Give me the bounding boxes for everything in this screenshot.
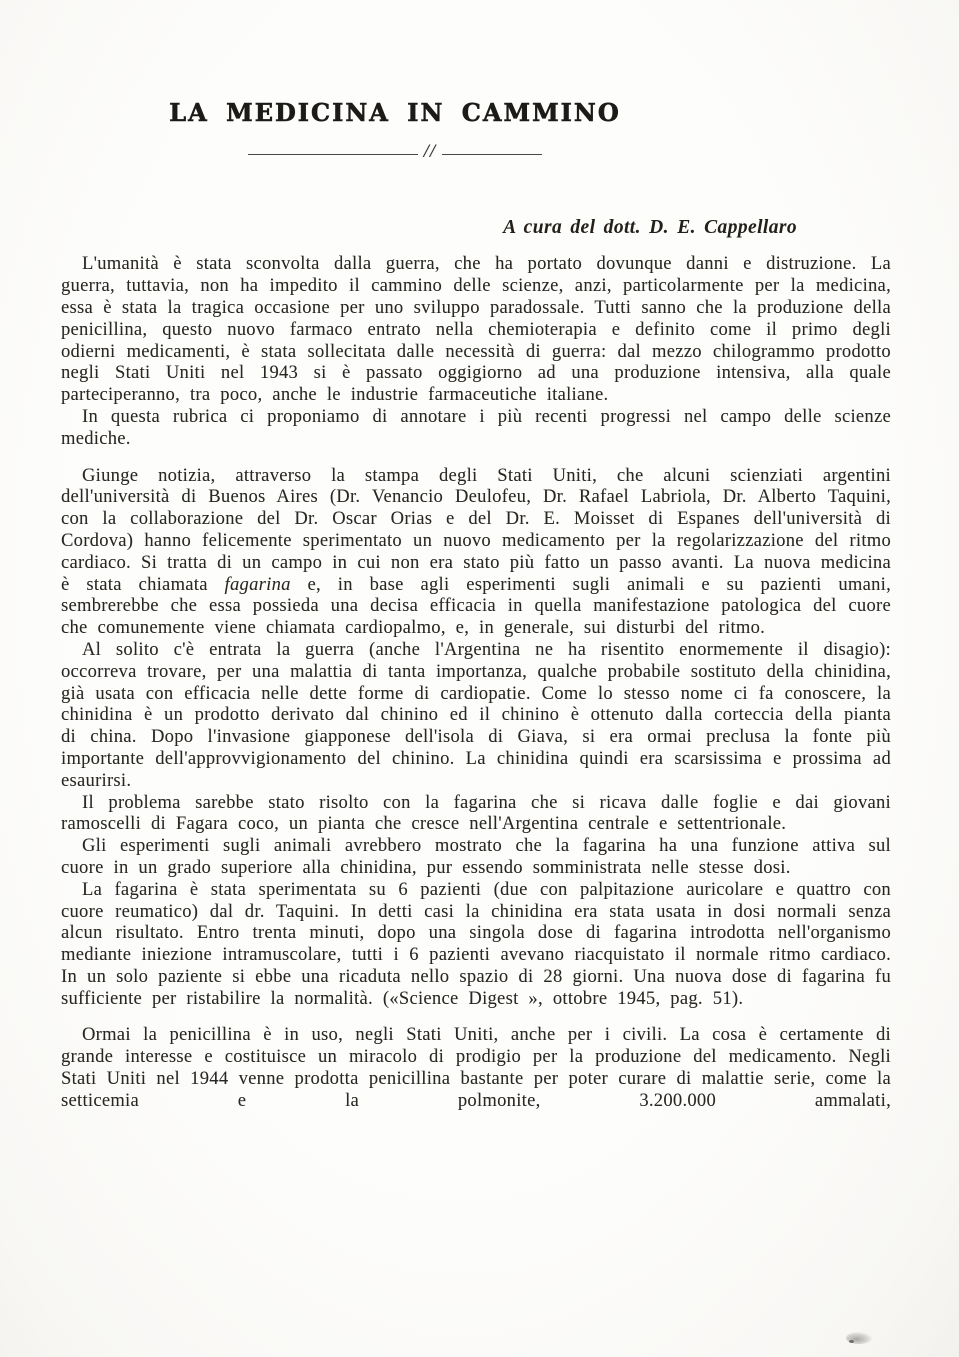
text-segment: La fagarina è stata sperimentata su 6 pazienti (due con palpitazione auricolare e quattro con cuore reumatico) dal dr. Taquini. In detti casi la chinidina era stata usata in dosi normali senza alcun risultato. Entro trenta minuti, dopo una singola dose di fagarina introdotta nell'organismo mediante iniezione intramuscolare, tutti i 6 pazienti avevano riacquistato il normale ritmo cardiaco. In un solo paziente si ebbe una ricaduta nello spazio di 28 giorni. Una nuova dose di fagarina fu sufficiente per ristabilire la normalità. («Science Digest », ottobre 1945, pag. 51). — [61, 879, 891, 1009]
paragraph — [61, 407, 891, 451]
byline: A cura del dott. D. E. Cappellaro — [503, 217, 797, 239]
paragraph — [61, 793, 891, 837]
divider-rule-right — [442, 154, 542, 155]
text-segment: Giunge notizia, attraverso la stampa degli Stati Uniti, che alcuni scienziati argentini dell'università di Buenos Aires (Dr. Venancio Deulofeu, Dr. Rafael Labriola, Dr. Alberto Taquini, con la collaborazione del Dr. Oscar Orias e del Dr. E. Moisset di Espanes dell'università di Cordova) hanno felicemente sperimentato un nuovo medicamento per la regolarizzazione del ritmo cardiaco. Si tratta di un campo in cui non era stato più fatto un passo avanti. La nuova medicina è stata chiamata — [61, 465, 891, 595]
paragraph — [61, 466, 891, 640]
text-segment: e, in base agli esperimenti sugli animali e su pazienti umani, sembrerebbe che essa possieda una decisa efficacia in quella manifestazione patologica del cuore che comunemente viene chiamata cardiopalmo, e, in generale, sui disturbi del ritmo. — [61, 574, 891, 639]
page-title: LA MEDICINA IN CAMMINO — [169, 98, 621, 127]
paragraph — [61, 254, 891, 407]
text-segment: Gli esperimenti sugli animali avrebbero mostrato che la fagarina ha una funzione attiva sul cuore in un grado superiore alla chinidina, pur essendo somministrata nelle stesse dosi. — [61, 836, 891, 878]
divider-slashes: // — [423, 141, 437, 163]
masthead — [75, 100, 715, 165]
text-segment: Al solito c'è entrata la guerra (anche l'Argentina ne ha risentito enormemente il disagio): occorreva trovare, per una malattia di tanta importanza, qualche probabile sostituto della chinidina, già usata con efficacia nelle dette forme di cardiopatie. Come lo stesso nome ci fa conoscere, la chinidina è un prodotto derivato dal chinino ed il chinino è ottenuto dalla corteccia della pianta di china. Dopo l'invasione giapponese dell'isola di Giava, si era ormai preclusa la fonte più importante dell'approvvigionamento del chinino. La chinidina quindi era scarsissima e prossima ad esaurirsi. — [61, 639, 891, 791]
text-segment: In questa rubrica ci proponiamo di annotare i più recenti progressi nel campo delle scienze mediche. — [61, 406, 891, 449]
text-segment: Ormai la penicillina è in uso, negli Stati Uniti, anche per i civili. La cosa è certamente di grande interesse e costituisce un miracolo di prodigio per la produzione del medicamento. Negli Stati Uniti nel 1944 venne prodotta penicillina bastante per poter curare di malattie serie, come la setticemia e la polmonite, 3.200.000 ammalati, — [61, 1025, 891, 1111]
title-divider — [75, 143, 715, 165]
article-body — [61, 254, 891, 1112]
scan-speck — [849, 1340, 854, 1343]
italic-term: fagarina — [224, 574, 291, 595]
paragraph — [61, 1025, 891, 1112]
paragraph — [61, 836, 891, 880]
divider-rule-left — [248, 154, 418, 155]
text-segment: Il problema sarebbe stato risolto con la fagarina che si ricava dalle foglie e dai giovani ramoscelli di Fagara coco, un pianta che cresce nell'Argentina centrale e settentrionale. — [61, 792, 891, 835]
text-segment: L'umanità è stata sconvolta dalla guerra, che ha portato dovunque danni e distruzione. La guerra, tuttavia, non ha impedito il cammino delle scienze, anzi, particolarmente per la medicina, essa è stata la tragica occasione per uno sviluppo paradossale. Tutti sanno che la produzione della penicillina, questo nuovo farmaco entrato nella chemioterapia e definito come il primo degli odierni medicamenti, è stata sollecitata dalle necessità di guerra: dal mezzo chilogrammo prodotto negli Stati Uniti nel 1943 si è passato oggigiorno ad una produzione intensiva, alla quale parteciperanno, tra poco, anche le industrie farmaceutiche italiane. — [61, 254, 891, 406]
paragraph — [61, 880, 891, 1011]
paragraph — [61, 640, 891, 793]
